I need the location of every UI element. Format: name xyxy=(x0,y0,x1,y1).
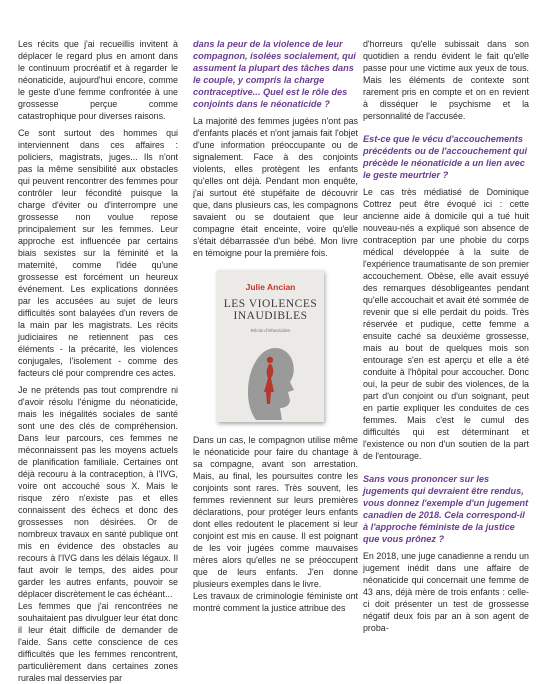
paragraph: Le cas très médiatisé de Dominique Cottrez peut être évoqué ici : cette ancienne aide à domicile qui a tué huit nouveau-nés a expliqué son absence de contraception par une phobie du corps médical développée à la suite de l'expérience traumatisante de son premier accouchement. Obèse, elle avait essuyé des remarques désobligeantes pendant qu'elle accouchait et avait été sommée de revenir que si elle perdait du poids. Très réservée et pudique, cette femme a ensuite caché sa deuxième grossesse, mais au bout de quelques mois son entourage s'en est aperçu et elle a été conduite à l'hôpital pour accoucher. Donc oui, la peur de subir des violences, de la part d'un conjoint ou d'un soignant, peut en partie expliquer les conduites de ces femmes. Mais c'est le cumul des difficultés qui est déterminant et l'existence ou non d'un soutien de la part de l'entourage. xyxy=(363,187,529,461)
paragraph: Dans un cas, le compagnon utilise même le néonaticide pour faire du chantage à sa compagne, avant son arrestation. Mais, au final, les poursuites contre les conjoints sont rares. Très souvent, les femmes reviennent sur leurs premières déclarations, pour protéger leurs enfants dont elles redoutent le placement si leur conjoint est mis en cause. Il est poignant de les voir jugées comme mauvaises mères alors qu'elles ne se préoccupent que de leurs enfants. J'en donne plusieurs exemples dans le livre. xyxy=(193,435,358,589)
paragraph: Les femmes que j'ai rencontrées ne souhaitaient pas divulguer leur état donc il leur était difficile de demander de l'aide. Sans cette conscience de ces difficultés que les femmes rencontrent, particulièrement dans certaines zones rurales mal desservies par xyxy=(18,601,178,683)
column-left xyxy=(18,38,178,684)
question-heading: Sans vous prononcer sur les jugements qui devraient être rendus, vous donnez l'exemple d'un jugement canadien de 2018. Cela correspond-il à l'approche féministe de la justice que vous prônez ? xyxy=(363,474,529,544)
paragraph: Ce sont surtout des hommes qui interviennent dans ces affaires : policiers, magistrats, juges... Ils n'ont pas la même sensibilité aux obstacles qui peuvent rencontrer des femmes pour contrôler leur fécondité puisque la charge d'éviter ou d'interrompre une grossesse non voulue repose principalement sur les femmes. Leur approche est influencée par certains biais sexistes sur la féminité et la maternité, comme l'idée qu'une grossesse est forcément un heureux événement. Les explications données par les accusées au sujet de leurs difficultés sont balayées d'un revers de la main par les magistrats. Les récits judiciaires ne retiennent pas ces éléments - la précarité, les violences conjugales, l'isolement - comme des facteurs clé pour comprendre ces actes. xyxy=(18,128,178,378)
question-heading: dans la peur de la violence de leur compagnon, isolées socialement, qui assument la plupart des tâches dans le couple, y compris la charge contraceptive... Quel est le rôle des conjoints dans le néonaticide ? xyxy=(193,39,356,109)
paragraph: d'horreurs qu'elle subissait dans son quotidien a rendu évident le fait qu'elle passe pour une victime aux yeux de tous. Mais les éléments de contexte sont rarement pris en compte et on en revient à disséquer le psychisme et la personnalité de l'accusée. xyxy=(363,39,529,121)
paragraph: Je ne prétends pas tout comprendre ni d'avoir résolu l'énigme du néonaticide, mais les inégalités sociales de santé sont une des clés de compréhension. Dans leur parcours, ces femmes ne méconnaissent pas les moyens actuels de planification familiale. Certaines ont déjà recouru à la contraception, à l'IVG, voire ont accouché sous X. Mais le risque zéro n'existe pas et elles connaissent des échecs et donc des grossesses non désirées. Or de nombreux travaux en santé publique ont mis en évidence des obstacles au recours à l'IVG dans les délais légaux. Il faut avoir le temps, des aides pour garder les autres enfants, pouvoir se déplacer discrètement le cas échéant... xyxy=(18,385,178,599)
paragraph: Les récits que j'ai recueillis invitent à déplacer le regard plus en amont dans le continuum procréatif et à regarder le néonaticide, aujourd'hui encore, comme le geste d'une femme confrontée à une grossesse perçue comme catastrophique pour diverses raisons. xyxy=(18,39,178,121)
book-author: Julie Ancian xyxy=(245,282,296,292)
book-title-line-1: LES VIOLENCES xyxy=(223,298,318,310)
paragraph: La majorité des femmes jugées n'ont pas d'enfants placés et n'ont jamais fait l'objet d'une information préoccupante ou de signalement. Face à des conjoints violents, elles protègent les enfants qu'elles ont déjà. Pendant mon enquête, j'ai surtout été stupéfaite de découvrir que, dans plusieurs cas, les compagnons savaient ou se doutaient que leur compagne était enceinte, voire qu'elle s'était débarrassée d'un bébé. Mon livre en témoigne pour la première fois. xyxy=(193,116,358,258)
book-subtitle: Récits d'infanticides xyxy=(250,328,291,333)
book-title xyxy=(217,298,324,322)
paragraph: Les travaux de criminologie féministe ont montré comment la justice attribue des xyxy=(193,591,358,613)
book-cover-illustration xyxy=(236,334,306,420)
column-middle xyxy=(193,38,358,614)
column-right xyxy=(363,38,529,634)
question-heading: Est-ce que le vécu d'accouchements précédents ou de l'accouchement qui précède le néonaticide a un lien avec le geste meurtrier ? xyxy=(363,134,528,180)
book-title-line-2: INAUDIBLES xyxy=(233,310,308,322)
paragraph: En 2018, une juge canadienne a rendu un jugement inédit dans une affaire de néonaticide qui concernait une femme de 43 ans, déjà mère de trois enfants : celle-ci doit présenter un test de grossesse négatif deux fois par an à son agent de proba- xyxy=(363,551,529,633)
book-cover-image xyxy=(217,270,324,422)
